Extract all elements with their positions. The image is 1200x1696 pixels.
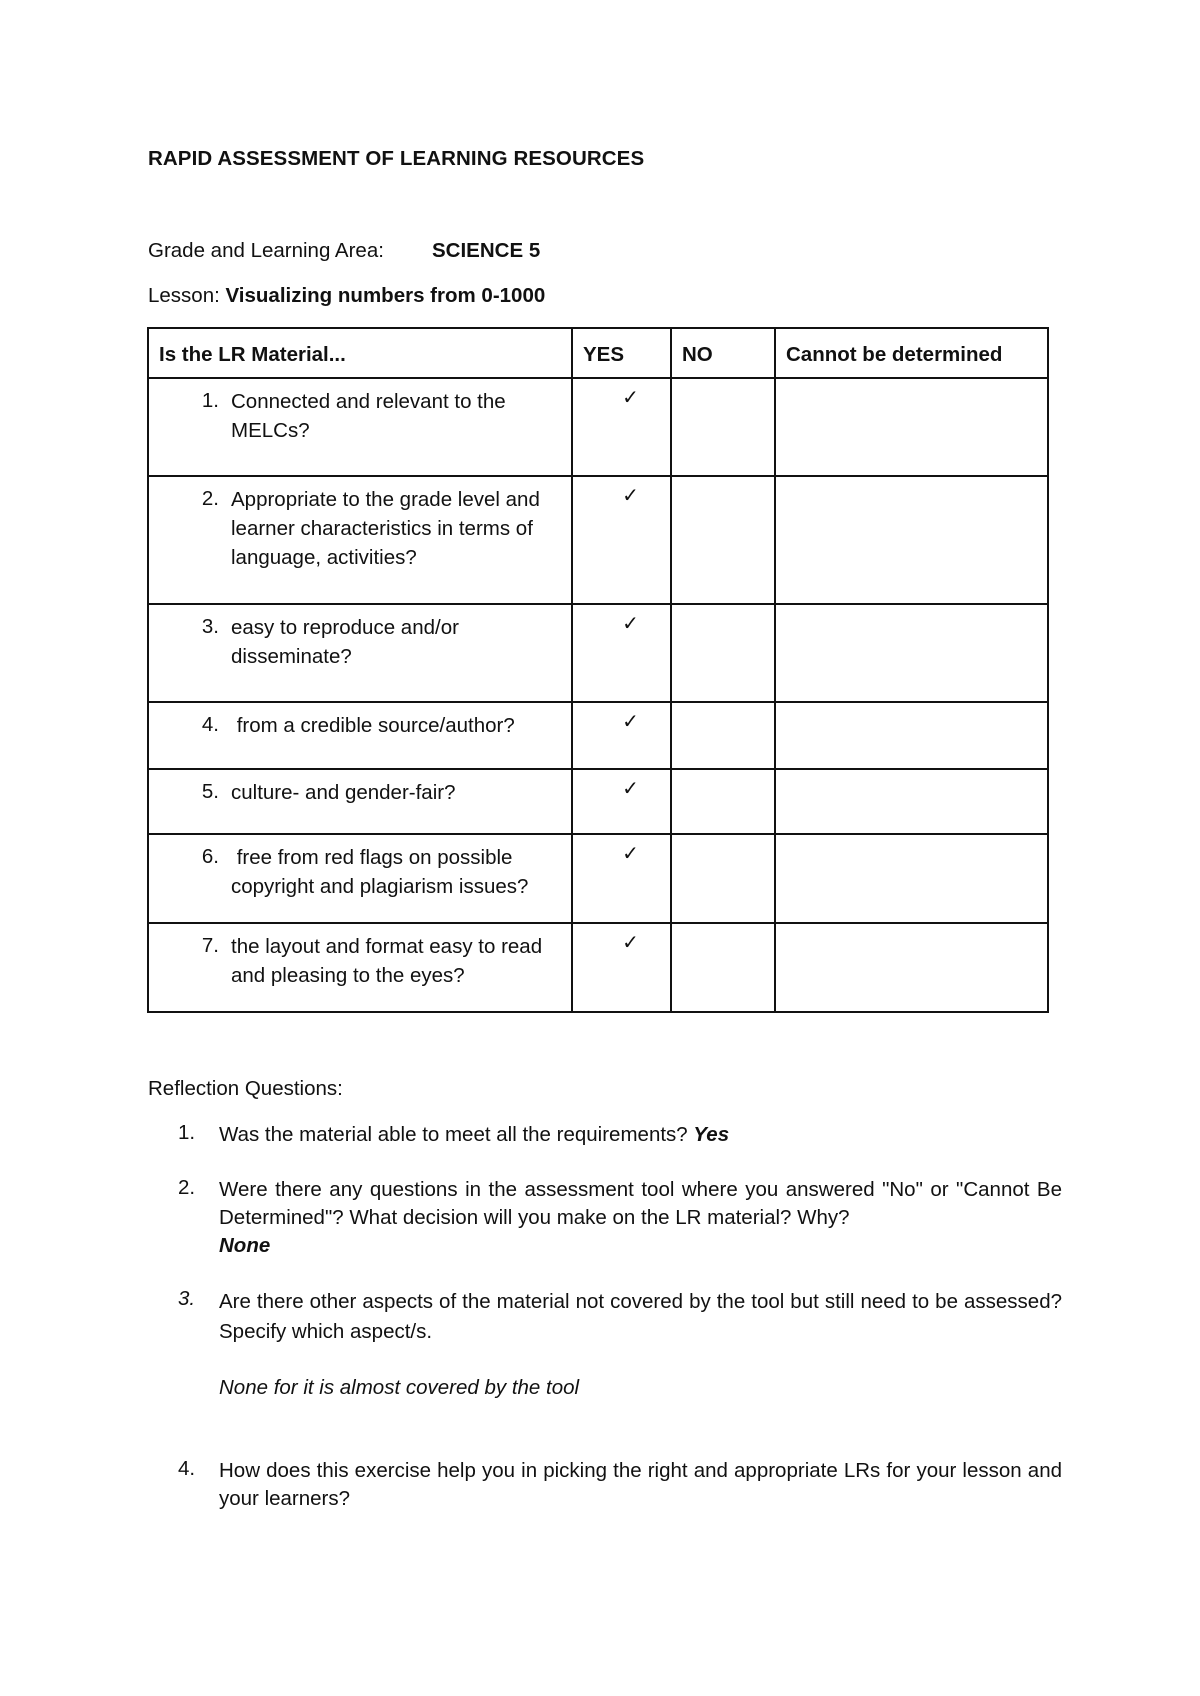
checkmark-icon: ✓: [622, 930, 639, 954]
table-header-row: [148, 328, 1048, 378]
criterion-number: 4.: [201, 713, 219, 736]
reflection-heading: Reflection Questions:: [148, 1077, 343, 1100]
assessment-table: [147, 327, 1049, 1013]
cbd-cell: [775, 769, 1048, 834]
criterion-number: 6.: [201, 845, 219, 868]
question-answer: None: [219, 1234, 271, 1257]
criterion-cell: [148, 604, 572, 702]
checkmark-icon: ✓: [622, 611, 639, 635]
criterion-number: 2.: [201, 487, 219, 510]
cbd-cell: [775, 476, 1048, 604]
criterion-cell: [148, 378, 572, 476]
question-text: Are there other aspects of the material not covered by the tool but still need to be assessed? Specify which aspect/s.: [219, 1290, 1062, 1343]
cbd-cell: [775, 378, 1048, 476]
lesson-line: [148, 284, 545, 308]
cbd-cell: [775, 604, 1048, 702]
question-answer: Yes: [693, 1123, 730, 1146]
grade-learning-area: [148, 239, 541, 263]
yes-cell: [572, 378, 671, 476]
criterion-text: the layout and format easy to read and pleasing to the eyes?: [231, 935, 543, 987]
question-number: 3.: [178, 1287, 196, 1310]
question-text: Was the material able to meet all the requirements?: [219, 1123, 694, 1146]
header-lr-material: Is the LR Material...: [148, 328, 572, 378]
criterion-number: 7.: [201, 934, 219, 957]
criterion-number: 5.: [201, 780, 219, 803]
criterion-cell: [148, 769, 572, 834]
grade-label: Grade and Learning Area:: [148, 239, 384, 262]
criterion-cell: [148, 834, 572, 923]
criterion-text: from a credible source/author?: [231, 714, 515, 737]
question-text: How does this exercise help you in picking the right and appropriate LRs for your lesson and your learners?: [219, 1459, 1062, 1510]
yes-cell: [572, 702, 671, 769]
no-cell: [671, 476, 775, 604]
question-number: 1.: [178, 1121, 196, 1144]
criterion-number: 3.: [201, 615, 219, 638]
table-row: [148, 476, 1048, 604]
criterion-number: 1.: [201, 389, 219, 412]
yes-cell: [572, 923, 671, 1012]
criterion-text: Appropriate to the grade level and learner characteristics in terms of language, activities?: [231, 488, 540, 569]
checkmark-icon: ✓: [622, 483, 639, 507]
no-cell: [671, 702, 775, 769]
grade-value: SCIENCE 5: [432, 239, 541, 262]
no-cell: [671, 769, 775, 834]
criterion-cell: [148, 476, 572, 604]
cbd-cell: [775, 834, 1048, 923]
header-no: NO: [671, 328, 775, 378]
question-text: Were there any questions in the assessment tool where you answered "No" or "Cannot Be Determined"? What decision will you make on the LR material? Why?: [219, 1178, 1062, 1229]
yes-cell: [572, 769, 671, 834]
no-cell: [671, 834, 775, 923]
cbd-cell: [775, 923, 1048, 1012]
no-cell: [671, 923, 775, 1012]
lesson-value: Visualizing numbers from 0-1000: [225, 284, 546, 307]
no-cell: [671, 604, 775, 702]
question-number: 2.: [178, 1176, 196, 1199]
no-cell: [671, 378, 775, 476]
question-answer: None for it is almost covered by the tool: [219, 1376, 580, 1399]
checkmark-icon: ✓: [622, 385, 639, 409]
table-row: [148, 923, 1048, 1012]
header-yes: YES: [572, 328, 671, 378]
checkmark-icon: ✓: [622, 776, 639, 800]
document-title: RAPID ASSESSMENT OF LEARNING RESOURCES: [148, 147, 645, 170]
table-row: [148, 378, 1048, 476]
criterion-cell: [148, 702, 572, 769]
yes-cell: [572, 834, 671, 923]
criterion-text: free from red flags on possible copyright and plagiarism issues?: [231, 846, 529, 898]
table-row: [148, 834, 1048, 923]
table-row: [148, 604, 1048, 702]
question-number: 4.: [178, 1457, 196, 1480]
criterion-text: easy to reproduce and/or disseminate?: [231, 616, 459, 668]
yes-cell: [572, 604, 671, 702]
header-cannot-be-determined: Cannot be determined: [775, 328, 1048, 378]
lesson-label: Lesson:: [148, 284, 226, 307]
checkmark-icon: ✓: [622, 709, 639, 733]
cbd-cell: [775, 702, 1048, 769]
criterion-text: culture- and gender-fair?: [231, 781, 456, 804]
checkmark-icon: ✓: [622, 841, 639, 865]
table-row: [148, 769, 1048, 834]
criterion-text: Connected and relevant to the MELCs?: [231, 390, 506, 442]
table-row: [148, 702, 1048, 769]
criterion-cell: [148, 923, 572, 1012]
yes-cell: [572, 476, 671, 604]
